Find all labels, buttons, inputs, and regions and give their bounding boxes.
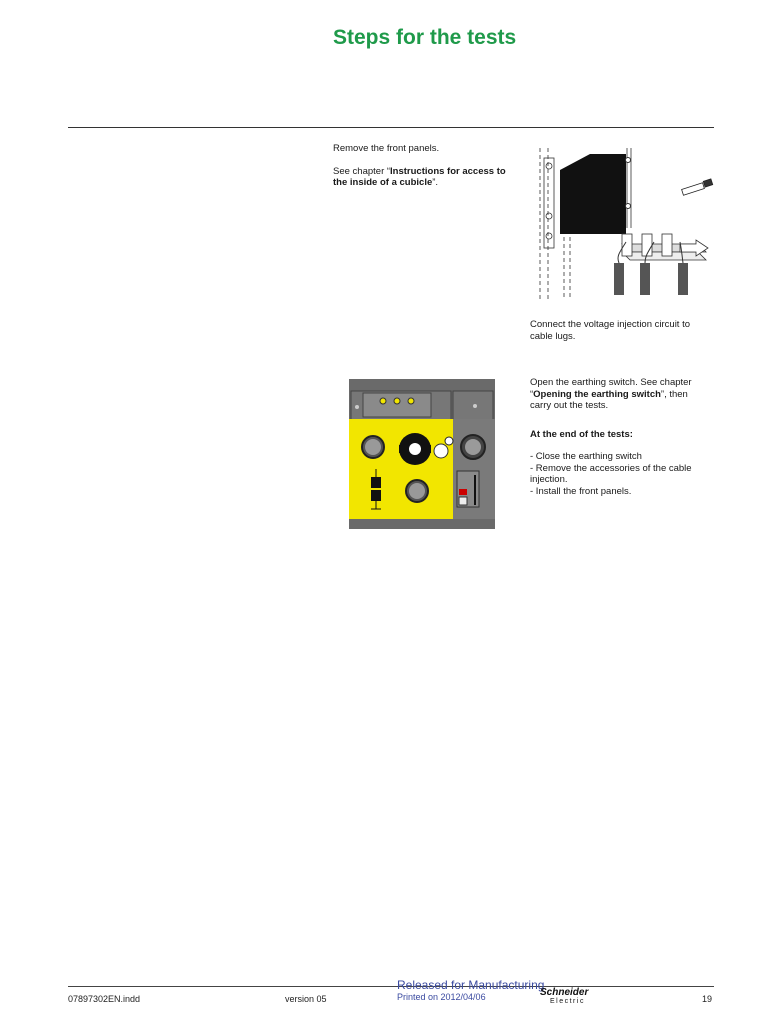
end-of-tests-list	[530, 451, 710, 497]
list-item: - Close the earthing switch	[530, 451, 642, 462]
end-of-tests-heading: At the end of the tests:	[530, 428, 633, 440]
chapter-reference-access: Instructions for access to the inside of a cubicle	[333, 165, 506, 188]
step1-text	[333, 143, 513, 189]
step2-text	[530, 377, 710, 497]
step1-see-chapter: See chapter “Instructions for access to the inside of a cubicle”.	[333, 165, 506, 188]
step2-intro: Open the earthing switch. See chapter “Opening the earthing switch”, then carry out the tests.	[530, 377, 692, 411]
footer-version: version 05	[285, 994, 327, 1004]
list-item: - Install the front panels.	[530, 485, 632, 497]
list-item: - Remove the accessories of the cable injection.	[530, 462, 692, 485]
chapter-reference-earthing: Opening the earthing switch	[533, 388, 661, 400]
cable-lug-illustration	[530, 148, 720, 300]
release-stamp: Released for Manufacturing	[397, 978, 545, 992]
footer-filename: 07897302EN.indd	[68, 994, 141, 1004]
page-number: 19	[702, 994, 713, 1004]
page-title: Steps for the tests	[333, 26, 517, 49]
print-date-stamp: Printed on 2012/04/06	[397, 992, 486, 1002]
figure1-caption: Connect the voltage injection circuit to cable lugs.	[530, 319, 691, 342]
step1-line1: Remove the front panels.	[333, 143, 440, 154]
control-panel-illustration	[349, 379, 495, 529]
header-divider	[68, 127, 714, 128]
footer-divider	[68, 986, 714, 987]
schneider-electric-logo: Schneider Electric	[540, 987, 589, 1005]
